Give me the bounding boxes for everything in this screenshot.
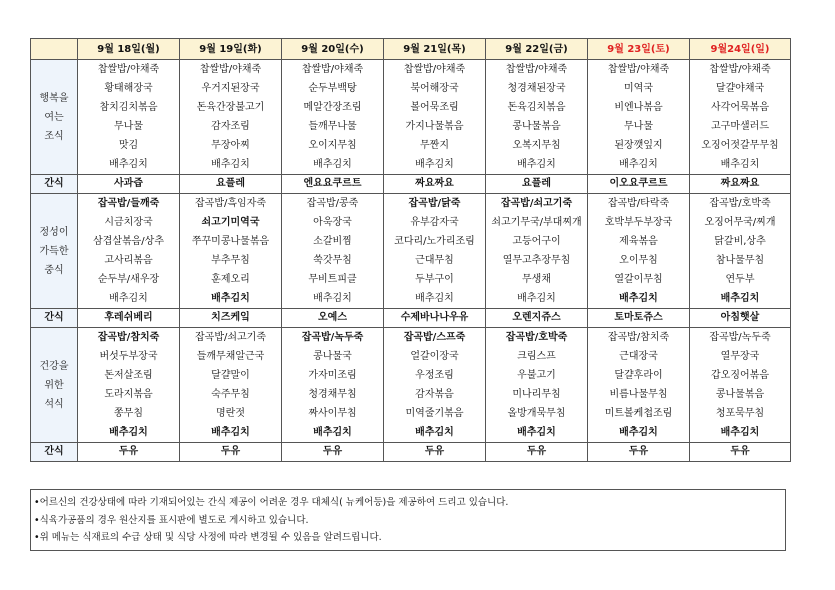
snack-label: 간식 xyxy=(31,175,78,194)
menu-item: 콩나물볶음 xyxy=(715,389,765,400)
menu-item: 코다리/노가리조림 xyxy=(394,236,475,247)
snack-item: 짜요짜요 xyxy=(690,175,791,194)
menu-item: 배추김치 xyxy=(211,293,250,304)
snack-item: 두유 xyxy=(78,443,180,462)
menu-item: 찹쌀밥/야채죽 xyxy=(301,64,364,75)
menu-item: 도라지볶음 xyxy=(104,389,153,400)
day-header: 9월 22일(금) xyxy=(486,39,588,60)
note-line: •어르신의 건강상태에 따라 기재되어있는 간식 제공이 어려운 경우 대체식( 뉴케어등)을 제공하여 드리고 있습니다. xyxy=(34,497,509,508)
menu-item: 근대장국 xyxy=(619,351,658,362)
menu-item: 우불고기 xyxy=(517,370,556,381)
menu-item: 배추김치 xyxy=(313,159,352,170)
snack-item: 토마토쥬스 xyxy=(588,309,690,328)
menu-item: 북어해장국 xyxy=(410,83,459,94)
menu-item: 메알간장조림 xyxy=(303,102,362,113)
menu-item: 찹쌀밥/야채죽 xyxy=(709,64,771,75)
menu-item: 달걀말이 xyxy=(211,370,250,381)
menu-item: 잡곡밥/녹두죽 xyxy=(709,332,771,343)
snack-item: 요플레 xyxy=(486,175,588,194)
menu-item: 아욱장국 xyxy=(313,217,352,228)
menu-item: 무생채 xyxy=(522,274,551,285)
menu-item: 무비트피클 xyxy=(308,274,357,285)
dinner-label-text: 건강을 위한 석식 xyxy=(39,360,69,410)
lunch-label xyxy=(31,194,78,309)
lunch-cell xyxy=(486,194,588,309)
menu-item: 미트볼케첩조림 xyxy=(604,408,673,419)
menu-item: 찹쌀밥/야채죽 xyxy=(199,64,262,75)
dinner-cell xyxy=(384,328,486,443)
menu-item: 황태해장국 xyxy=(104,83,153,94)
menu-item: 배추김치 xyxy=(109,159,148,170)
snack-item: 치즈케잌 xyxy=(180,309,282,328)
dinner-cell xyxy=(588,328,690,443)
menu-item: 짜사이무침 xyxy=(308,408,357,419)
menu-item: 제육볶음 xyxy=(619,236,658,247)
menu-item: 청포묵무침 xyxy=(715,408,765,419)
snack-item: 두유 xyxy=(486,443,588,462)
menu-item: 가지나물볶음 xyxy=(405,121,464,132)
menu-item: 맛김 xyxy=(118,140,139,151)
lunch-cell xyxy=(78,194,180,309)
menu-item: 들깨무나물 xyxy=(308,121,357,132)
menu-item: 감자조림 xyxy=(211,121,250,132)
dinner-cell xyxy=(486,328,588,443)
snack-item: 두유 xyxy=(384,443,486,462)
snack-item: 두유 xyxy=(180,443,282,462)
menu-item: 달걀후라이 xyxy=(614,370,663,381)
note-line: •식육가공품의 경우 원산지를 표시판에 별도로 게시하고 있습니다. xyxy=(34,514,309,526)
notes-box xyxy=(30,489,786,551)
snack-item: 오예스 xyxy=(282,309,384,328)
snack-row-3 xyxy=(31,443,791,462)
menu-item: 오징어젓갈무무침 xyxy=(701,140,779,151)
menu-item: 참나물무침 xyxy=(715,255,765,266)
breakfast-label xyxy=(31,60,78,175)
dinner-label xyxy=(31,328,78,443)
menu-item: 배추김치 xyxy=(313,293,352,304)
header-row xyxy=(31,39,791,60)
menu-item: 쇠고기무국/부대찌개 xyxy=(491,217,582,228)
menu-item: 볼어묵조림 xyxy=(410,102,459,113)
menu-item: 청경채무침 xyxy=(308,389,357,400)
breakfast-cell xyxy=(384,60,486,175)
menu-item: 우거지된장국 xyxy=(201,83,260,94)
menu-item: 가자미조림 xyxy=(308,370,357,381)
menu-item: 돈저살조림 xyxy=(104,370,153,381)
breakfast-cell xyxy=(180,60,282,175)
menu-item: 쭈꾸미콩나물볶음 xyxy=(191,236,270,247)
dinner-row xyxy=(31,328,791,443)
menu-item: 명란젓 xyxy=(216,408,245,419)
menu-item: 콩나물국 xyxy=(313,351,352,362)
menu-item: 잡곡밥/닭죽 xyxy=(408,198,461,209)
day-header: 9월24일(일) xyxy=(690,39,791,60)
dinner-cell xyxy=(282,328,384,443)
menu-item: 근대무침 xyxy=(415,255,454,266)
lunch-cell xyxy=(690,194,791,309)
menu-item: 배추김치 xyxy=(211,427,250,438)
menu-item: 잡곡밥/참치죽 xyxy=(607,332,670,343)
snack-row-2 xyxy=(31,309,791,328)
menu-item: 버섯두부장국 xyxy=(99,351,158,362)
snack-item: 후레쉬베리 xyxy=(78,309,180,328)
menu-item: 배추김치 xyxy=(517,427,556,438)
menu-item: 돈육간장불고기 xyxy=(196,102,265,113)
snack-item: 사과즙 xyxy=(78,175,180,194)
dinner-cell xyxy=(180,328,282,443)
menu-item: 오이지무침 xyxy=(308,140,357,151)
breakfast-label-text: 행복을 여는 조식 xyxy=(39,92,69,142)
menu-item: 오복지무침 xyxy=(512,140,561,151)
menu-item: 사각어묵볶음 xyxy=(711,102,769,113)
menu-item: 배추김치 xyxy=(211,159,250,170)
menu-item: 달걀야채국 xyxy=(715,83,765,94)
menu-item: 비름나물무침 xyxy=(609,389,668,400)
menu-item: 열갈이무침 xyxy=(614,274,663,285)
menu-item: 삼겹살볶음/상추 xyxy=(93,236,164,247)
day-header: 9월 21일(목) xyxy=(384,39,486,60)
menu-item: 오징어무국/찌개 xyxy=(704,217,776,228)
menu-item: 미역줄기볶음 xyxy=(405,408,464,419)
menu-item: 배추김치 xyxy=(109,293,148,304)
menu-item: 무짠지 xyxy=(420,140,449,151)
menu-item: 비엔나볶음 xyxy=(614,102,663,113)
dinner-cell xyxy=(78,328,180,443)
menu-item: 갑오징어볶음 xyxy=(711,370,769,381)
menu-item: 부추무침 xyxy=(211,255,250,266)
menu-item: 찹쌀밥/야채죽 xyxy=(97,64,160,75)
snack-item: 짜요짜요 xyxy=(384,175,486,194)
header-corner xyxy=(31,39,78,60)
menu-item: 감자볶음 xyxy=(415,389,454,400)
menu-item: 배추김치 xyxy=(720,293,760,304)
menu-item: 시금치장국 xyxy=(104,217,153,228)
menu-item: 배추김치 xyxy=(415,159,454,170)
menu-item: 소갈비찜 xyxy=(313,236,352,247)
snack-item: 오렌지쥬스 xyxy=(486,309,588,328)
menu-item: 찹쌀밥/야채죽 xyxy=(607,64,670,75)
menu-item: 우정조림 xyxy=(415,370,454,381)
snack-item: 수제바나나우유 xyxy=(384,309,486,328)
menu-item: 두부구이 xyxy=(415,274,454,285)
snack-item: 아침햇살 xyxy=(690,309,791,328)
menu-item: 잡곡밥/타락죽 xyxy=(607,198,670,209)
dinner-cell xyxy=(690,328,791,443)
menu-item: 순두부백탕 xyxy=(308,83,357,94)
menu-item: 무나물 xyxy=(624,121,653,132)
menu-item: 콩나물볶음 xyxy=(512,121,561,132)
menu-item: 열무고추장무침 xyxy=(502,255,571,266)
snack-label: 간식 xyxy=(31,443,78,462)
snack-item: 이오요쿠르트 xyxy=(588,175,690,194)
menu-item: 잡곡밥/콩죽 xyxy=(306,198,359,209)
menu-item: 잡곡밥/흑임자죽 xyxy=(195,198,266,209)
snack-row-1 xyxy=(31,175,791,194)
menu-item: 찹쌀밥/야채죽 xyxy=(403,64,466,75)
lunch-cell xyxy=(384,194,486,309)
menu-item: 배추김치 xyxy=(720,159,760,170)
menu-item: 잡곡밥/호박죽 xyxy=(709,198,771,209)
menu-item: 연두부 xyxy=(725,274,755,285)
menu-item: 배추김치 xyxy=(720,427,760,438)
menu-item: 쫑무침 xyxy=(114,408,143,419)
menu-item: 쑥갓무침 xyxy=(313,255,352,266)
breakfast-cell xyxy=(282,60,384,175)
menu-item: 오이무침 xyxy=(619,255,658,266)
menu-item: 미역국 xyxy=(624,83,653,94)
menu-item: 청경채된장국 xyxy=(507,83,566,94)
lunch-cell xyxy=(282,194,384,309)
lunch-cell xyxy=(180,194,282,309)
lunch-row xyxy=(31,194,791,309)
lunch-label-text: 정성이 가득한 중식 xyxy=(39,226,69,276)
menu-item: 얼갈이장국 xyxy=(410,351,459,362)
snack-item: 두유 xyxy=(690,443,791,462)
snack-item: 두유 xyxy=(588,443,690,462)
menu-item: 배추김치 xyxy=(619,159,658,170)
menu-item: 훈제오리 xyxy=(211,274,250,285)
breakfast-cell xyxy=(486,60,588,175)
menu-item: 잡곡밥/쇠고기죽 xyxy=(195,332,266,343)
menu-item: 돈육김치볶음 xyxy=(507,102,566,113)
menu-item: 고사리볶음 xyxy=(104,255,153,266)
day-header: 9월 23일(토) xyxy=(588,39,690,60)
menu-item: 숙주무침 xyxy=(211,389,250,400)
menu-item: 유부감자국 xyxy=(410,217,459,228)
day-header: 9월 18일(월) xyxy=(78,39,180,60)
day-header: 9월 20일(수) xyxy=(282,39,384,60)
menu-item: 닭갈비,상추 xyxy=(714,236,766,247)
menu-item: 호박부두부장국 xyxy=(604,217,673,228)
menu-item: 된장깻잎지 xyxy=(614,140,663,151)
menu-item: 고등어구이 xyxy=(512,236,561,247)
snack-item: 두유 xyxy=(282,443,384,462)
breakfast-cell xyxy=(588,60,690,175)
menu-item: 미나리무침 xyxy=(512,389,561,400)
menu-item: 무나물 xyxy=(114,121,143,132)
menu-item: 순두부/새우장 xyxy=(97,274,160,285)
menu-item: 무장아찌 xyxy=(211,140,250,151)
snack-label: 간식 xyxy=(31,309,78,328)
menu-item: 잡곡밥/호박죽 xyxy=(505,332,568,343)
menu-item: 잡곡밥/쇠고기죽 xyxy=(500,198,573,209)
day-header: 9월 19일(화) xyxy=(180,39,282,60)
snack-item: 엔요요쿠르트 xyxy=(282,175,384,194)
menu-item: 배추김치 xyxy=(619,293,658,304)
menu-item: 크림스프 xyxy=(517,351,556,362)
menu-item: 잡곡밥/참치죽 xyxy=(97,332,160,343)
menu-item: 배추김치 xyxy=(109,427,148,438)
menu-item: 쇠고기미역국 xyxy=(201,217,260,228)
menu-item: 잡곡밥/녹두죽 xyxy=(301,332,364,343)
note-line: •위 메뉴는 식재료의 수급 상태 및 식당 사정에 따라 변경될 수 있음을 알려드립니다. xyxy=(34,532,382,543)
snack-item: 요플레 xyxy=(180,175,282,194)
menu-item: 참치김치볶음 xyxy=(99,102,158,113)
menu-item: 올방개묵무침 xyxy=(507,408,566,419)
menu-item: 배추김치 xyxy=(517,293,556,304)
weekly-menu-table xyxy=(30,38,791,462)
menu-item: 배추김치 xyxy=(313,427,352,438)
menu-item: 배추김치 xyxy=(415,293,454,304)
breakfast-cell xyxy=(690,60,791,175)
breakfast-row xyxy=(31,60,791,175)
menu-item: 고구마샐러드 xyxy=(711,121,769,132)
menu-item: 잡곡밥/들깨죽 xyxy=(97,198,160,209)
menu-item: 배추김치 xyxy=(415,427,454,438)
lunch-cell xyxy=(588,194,690,309)
breakfast-cell xyxy=(78,60,180,175)
menu-item: 찹쌀밥/야채죽 xyxy=(505,64,568,75)
menu-item: 배추김치 xyxy=(619,427,658,438)
menu-item: 잡곡밥/스프죽 xyxy=(403,332,466,343)
menu-item: 열무장국 xyxy=(720,351,760,362)
menu-item: 들깨무채알근국 xyxy=(196,351,265,362)
menu-item: 배추김치 xyxy=(517,159,556,170)
